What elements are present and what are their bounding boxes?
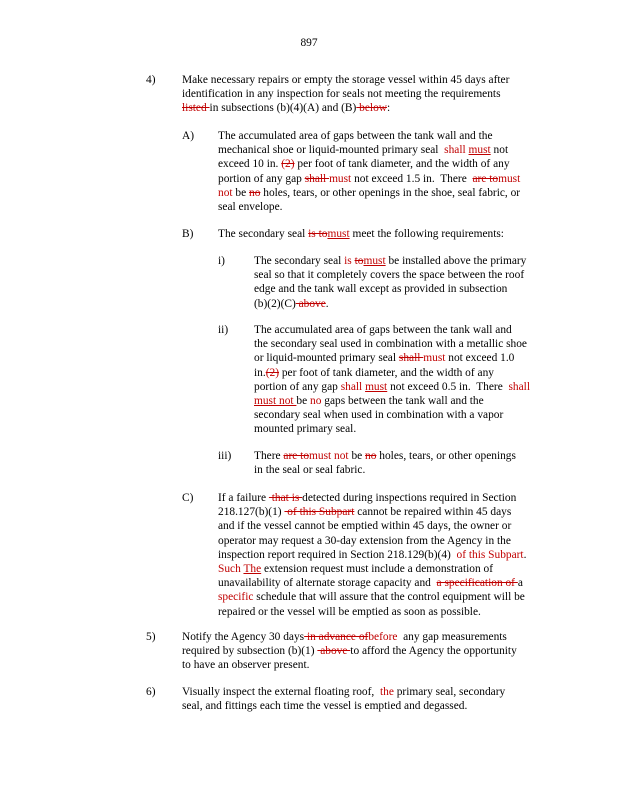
text-run: unavailability of alternate storage capacity and <box>218 577 437 590</box>
inserted-text: must <box>498 172 521 185</box>
inserted-text: must <box>423 352 446 365</box>
text-run: gaps between the tank wall and the <box>321 395 484 408</box>
text-run: . <box>523 548 527 561</box>
text-line <box>182 73 509 87</box>
text-line <box>218 172 520 186</box>
text-run: holes, tears, or other openings <box>376 450 516 462</box>
text-line <box>218 200 520 214</box>
text-run: There <box>254 450 284 462</box>
inserted-text: must <box>363 255 386 267</box>
text-run: detected during inspections required in Section <box>302 492 517 504</box>
text-run: not <box>490 144 509 157</box>
text-run: identification in any inspection for seals not meeting the requirements <box>182 88 501 101</box>
text-run: in subsections (b)(4)(A) and (B) <box>209 102 357 115</box>
text-line <box>218 491 526 505</box>
text-line <box>254 463 516 477</box>
text-line <box>182 699 505 713</box>
text-line <box>218 143 520 157</box>
text-line <box>218 157 520 171</box>
text-run: to have an observer present. <box>182 659 310 672</box>
text-run: The secondary seal <box>218 228 309 240</box>
text-run: extension request must include a demonstration of <box>261 563 494 576</box>
item-text <box>182 685 505 713</box>
deleted-text: a specification of <box>436 577 518 590</box>
text-run: not exceed 1.5 in. There <box>351 172 473 185</box>
inserted-text: must <box>327 228 350 240</box>
text-run: exceed 10 in. <box>218 158 282 171</box>
deleted-text: in advance of <box>304 631 369 643</box>
deleted-text: are to <box>283 450 310 462</box>
deleted-text: that is <box>268 492 303 504</box>
text-line <box>182 685 505 699</box>
text-line <box>218 605 526 619</box>
text-line <box>182 644 517 658</box>
text-run: portion of any gap <box>254 380 341 393</box>
text-run: Notify the Agency 30 days <box>182 631 305 643</box>
text-run: The accumulated area of gaps between the tank wall and <box>254 324 512 336</box>
inserted-text: shall <box>508 380 530 393</box>
deleted-text: listed <box>182 102 210 115</box>
text-line <box>218 519 526 533</box>
text-run: . <box>325 297 329 310</box>
deleted-text: shall <box>304 172 330 185</box>
text-run: primary seal, secondary <box>393 686 506 698</box>
text-line <box>254 422 530 436</box>
text-line <box>218 129 520 143</box>
item-text <box>254 254 526 311</box>
text-run: (b)(2)(C) <box>254 297 296 310</box>
text-line <box>254 337 530 351</box>
deleted-text: is to <box>308 228 328 240</box>
inserted-text: no <box>310 395 322 408</box>
text-line <box>218 186 520 200</box>
deleted-text: (2) <box>281 158 295 171</box>
inserted-text: is <box>344 255 355 267</box>
item-label: C) <box>182 492 194 504</box>
text-run: portion of any gap <box>218 172 305 185</box>
deleted-text: to <box>354 255 364 267</box>
inserted-text: must not <box>254 395 297 408</box>
text-run: mechanical shoe or liquid-mounted primary seal <box>218 144 442 157</box>
text-line <box>218 505 526 519</box>
text-run: seal so that it completely covers the space between the roof <box>254 269 525 282</box>
item-text <box>182 73 509 116</box>
deleted-text: no <box>365 450 377 462</box>
deleted-text: above <box>317 645 351 658</box>
inserted-text: must <box>365 380 388 393</box>
text-run: The secondary seal <box>254 255 345 267</box>
deleted-text: below <box>356 102 387 115</box>
inserted-text: shall <box>340 380 366 393</box>
text-run: repaired or the vessel will be emptied as soon as possible. <box>218 605 481 618</box>
text-run: seal, and fittings each time the vessel is emptied and degassed. <box>182 700 468 713</box>
text-run: inspection report required in Section 218.129(b)(4) <box>218 548 454 561</box>
item-text <box>254 323 530 437</box>
text-run: schedule that will assure that the control equipment will be <box>253 591 525 604</box>
text-run: cannot be repaired within 45 days <box>354 506 512 519</box>
text-run: Make necessary repairs or empty the storage vessel within 45 days after <box>182 74 510 86</box>
text-run: and if the vessel cannot be emptied within 45 days, the owner or <box>218 520 512 533</box>
text-run: be <box>348 450 366 462</box>
text-line <box>182 87 509 101</box>
text-run: per foot of tank diameter, and the width of any <box>294 158 510 171</box>
deleted-text: (2) <box>265 366 280 379</box>
page-number: 897 <box>300 37 318 49</box>
item-label: 5) <box>146 631 156 643</box>
text-run: mounted primary seal. <box>254 423 357 436</box>
item-label: 6) <box>146 686 156 698</box>
text-run: or liquid-mounted primary seal <box>254 352 399 365</box>
text-run: seal envelope. <box>218 201 283 214</box>
item-label: ii) <box>218 324 229 336</box>
deleted-text: are to <box>472 172 499 185</box>
text-line <box>254 268 526 282</box>
inserted-text: of this Subpart <box>453 548 524 561</box>
deleted-text: shall <box>398 352 424 365</box>
text-line <box>254 323 530 337</box>
text-line <box>254 297 526 311</box>
text-line <box>218 590 526 604</box>
text-run: operator may request a 30-day extension from the Agency in the <box>218 534 511 547</box>
text-line <box>218 227 504 241</box>
text-run: edge and the tank wall except as provided in subsection <box>254 283 508 296</box>
item-label: i) <box>218 255 225 267</box>
inserted-text: The <box>243 563 262 576</box>
text-run: holes, tears, or other openings in the shoe, seal fabric, or <box>260 186 521 199</box>
text-line <box>254 380 530 394</box>
inserted-text: Such <box>218 563 244 576</box>
text-line <box>254 366 530 380</box>
text-run: be installed above the primary <box>385 255 527 267</box>
text-line <box>254 394 530 408</box>
text-run: meet the following requirements: <box>349 228 504 240</box>
inserted-text: specific <box>218 591 254 604</box>
text-run: in. <box>254 366 266 379</box>
text-run: not exceed 1.0 <box>445 352 515 365</box>
text-run: The accumulated area of gaps between the tank wall and the <box>218 130 493 142</box>
item-label: iii) <box>218 450 232 462</box>
text-line <box>254 254 526 268</box>
item-text <box>218 129 520 214</box>
text-run: If a failure <box>218 492 269 504</box>
text-run: per foot of tank diameter, and the width of any <box>279 366 494 379</box>
item-text <box>254 449 516 477</box>
text-run: not exceed 0.5 in. There <box>387 380 509 393</box>
deleted-text: of this Subpart <box>284 506 355 519</box>
text-line <box>254 408 530 422</box>
text-line <box>218 562 526 576</box>
inserted-text: must not <box>309 450 349 462</box>
item-label: A) <box>182 130 195 142</box>
inserted-text: shall <box>441 144 469 157</box>
text-run: required by subsection (b)(1) <box>182 645 318 658</box>
inserted-text: the <box>379 686 394 698</box>
text-run: be <box>232 186 250 199</box>
text-line <box>254 282 526 296</box>
text-run: to afford the Agency the opportunity <box>350 645 517 658</box>
item-text <box>218 227 504 241</box>
text-line <box>182 101 509 115</box>
inserted-text: not <box>218 186 233 199</box>
text-run: the secondary seal used in combination with a metallic shoe <box>254 338 527 351</box>
item-label: 4) <box>146 74 156 86</box>
item-label: B) <box>182 228 194 240</box>
text-run: secondary seal when used in combination with a vapor <box>254 409 504 422</box>
text-run: in the seal or seal fabric. <box>254 464 366 477</box>
text-run: be <box>296 395 311 408</box>
text-line <box>254 449 516 463</box>
text-line <box>254 351 530 365</box>
text-run: a <box>517 577 523 590</box>
text-line <box>182 630 517 644</box>
text-run: 218.127(b)(1) <box>218 506 285 519</box>
text-line <box>182 658 517 672</box>
text-run: any gap measurements <box>397 631 507 643</box>
inserted-text: before <box>368 631 398 643</box>
deleted-text: above <box>295 297 326 310</box>
text-run: Visually inspect the external floating roof, <box>182 686 380 698</box>
item-text <box>182 630 517 673</box>
text-line <box>218 534 526 548</box>
inserted-text: must <box>468 144 491 157</box>
deleted-text: no <box>249 186 261 199</box>
text-line <box>218 576 526 590</box>
text-run: : <box>387 102 391 115</box>
text-line <box>218 548 526 562</box>
item-text <box>218 491 526 619</box>
inserted-text: must <box>329 172 352 185</box>
